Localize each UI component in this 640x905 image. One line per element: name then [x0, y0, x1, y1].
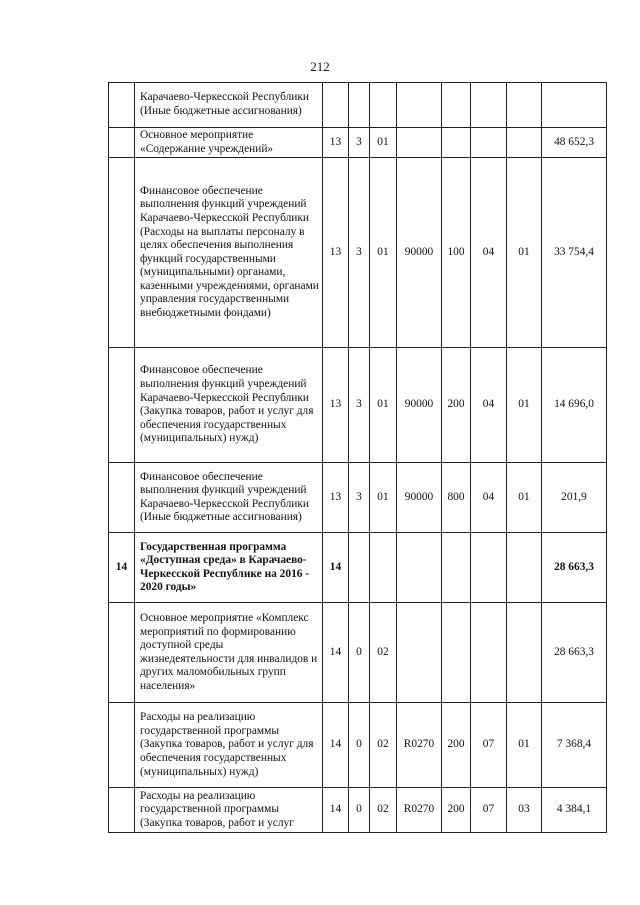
section-cell: 04 — [471, 463, 507, 533]
expense-type-cell — [442, 83, 471, 128]
code-2-cell: 3 — [349, 158, 370, 348]
subsection-cell — [507, 603, 542, 703]
expense-type-cell — [442, 128, 471, 158]
row-number-cell — [109, 603, 135, 703]
section-cell — [471, 533, 507, 603]
code-3-cell — [370, 533, 397, 603]
subsection-cell: 01 — [507, 463, 542, 533]
section-cell — [471, 128, 507, 158]
item-name-cell: Карачаево-Черкесской Республики (Иные бюджетные ассигнования) — [135, 83, 323, 128]
subsection-cell: 01 — [507, 158, 542, 348]
amount-cell: 4 384,1 — [542, 788, 607, 833]
section-cell — [471, 83, 507, 128]
item-name-cell: Расходы на реализацию государственной программы (Закупка товаров, работ и услуг для обеспечения государственных (муниципальных) нужд) — [135, 703, 323, 788]
amount-cell: 201,9 — [542, 463, 607, 533]
target-code-cell — [397, 603, 442, 703]
code-1-cell: 13 — [323, 348, 349, 463]
code-1-cell: 14 — [323, 533, 349, 603]
code-3-cell: 02 — [370, 788, 397, 833]
code-3-cell: 01 — [370, 128, 397, 158]
code-2-cell — [349, 83, 370, 128]
item-name-cell: Государственная программа «Доступная среда» в Карачаево-Черкесской Республике на 2016 - 2020 годы» — [135, 533, 323, 603]
code-3-cell — [370, 83, 397, 128]
row-number-cell — [109, 83, 135, 128]
code-1-cell: 13 — [323, 128, 349, 158]
code-2-cell: 3 — [349, 128, 370, 158]
code-1-cell: 13 — [323, 158, 349, 348]
table-row — [109, 463, 607, 533]
code-3-cell: 02 — [370, 703, 397, 788]
code-1-cell: 13 — [323, 463, 349, 533]
code-2-cell: 3 — [349, 463, 370, 533]
target-code-cell: R0270 — [397, 788, 442, 833]
amount-cell: 14 696,0 — [542, 348, 607, 463]
expense-type-cell — [442, 603, 471, 703]
amount-cell: 7 368,4 — [542, 703, 607, 788]
amount-cell — [542, 83, 607, 128]
code-2-cell: 0 — [349, 788, 370, 833]
row-number-cell — [109, 703, 135, 788]
row-number-cell — [109, 348, 135, 463]
code-3-cell: 01 — [370, 348, 397, 463]
item-name-cell: Финансовое обеспечение выполнения функций учреждений Карачаево-Черкесской Республики (Закупка товаров, работ и услуг для обеспечения государственных (муниципальных) нужд) — [135, 348, 323, 463]
table-row — [109, 788, 607, 833]
code-2-cell — [349, 533, 370, 603]
item-name-cell: Расходы на реализацию государственной программы (Закупка товаров, работ и услуг — [135, 788, 323, 833]
amount-cell: 28 663,3 — [542, 533, 607, 603]
table-row — [109, 83, 607, 128]
row-number-cell: 14 — [109, 533, 135, 603]
section-cell: 07 — [471, 788, 507, 833]
subsection-cell: 01 — [507, 703, 542, 788]
row-number-cell — [109, 788, 135, 833]
code-2-cell: 3 — [349, 348, 370, 463]
section-cell: 04 — [471, 158, 507, 348]
target-code-cell — [397, 533, 442, 603]
table-row — [109, 603, 607, 703]
expense-type-cell: 200 — [442, 703, 471, 788]
code-1-cell: 14 — [323, 603, 349, 703]
target-code-cell: R0270 — [397, 703, 442, 788]
code-2-cell: 0 — [349, 603, 370, 703]
amount-cell: 48 652,3 — [542, 128, 607, 158]
section-cell — [471, 603, 507, 703]
subsection-cell — [507, 533, 542, 603]
item-name-cell: Основное мероприятие «Комплекс мероприятий по формированию доступной среды жизнедеятельности для инвалидов и других маломобильных групп населения» — [135, 603, 323, 703]
table-row — [109, 348, 607, 463]
table-row — [109, 533, 607, 603]
expense-type-cell: 200 — [442, 348, 471, 463]
expense-type-cell: 100 — [442, 158, 471, 348]
subsection-cell: 03 — [507, 788, 542, 833]
expense-type-cell — [442, 533, 471, 603]
table-row — [109, 703, 607, 788]
target-code-cell — [397, 83, 442, 128]
budget-table — [108, 82, 607, 833]
expense-type-cell: 200 — [442, 788, 471, 833]
item-name-cell: Основное мероприятие «Содержание учреждений» — [135, 128, 323, 158]
code-3-cell: 01 — [370, 463, 397, 533]
code-1-cell — [323, 83, 349, 128]
code-1-cell: 14 — [323, 703, 349, 788]
amount-cell: 33 754,4 — [542, 158, 607, 348]
code-3-cell: 02 — [370, 603, 397, 703]
section-cell: 07 — [471, 703, 507, 788]
target-code-cell: 90000 — [397, 158, 442, 348]
subsection-cell — [507, 128, 542, 158]
expense-type-cell: 800 — [442, 463, 471, 533]
row-number-cell — [109, 158, 135, 348]
row-number-cell — [109, 463, 135, 533]
target-code-cell: 90000 — [397, 348, 442, 463]
table-body — [109, 83, 607, 833]
table-row — [109, 158, 607, 348]
amount-cell: 28 663,3 — [542, 603, 607, 703]
row-number-cell — [109, 128, 135, 158]
code-2-cell: 0 — [349, 703, 370, 788]
section-cell: 04 — [471, 348, 507, 463]
target-code-cell: 90000 — [397, 463, 442, 533]
item-name-cell: Финансовое обеспечение выполнения функций учреждений Карачаево-Черкесской Республики (Иные бюджетные ассигнования) — [135, 463, 323, 533]
page-number: 212 — [310, 59, 330, 74]
item-name-cell: Финансовое обеспечение выполнения функций учреждений Карачаево-Черкесской Республики (Расходы на выплаты персоналу в целях обеспечения выполнения функций государственными (муниципальными) органами, казенными учреждениями, органами управления государственными внебюджетными фондами) — [135, 158, 323, 348]
target-code-cell — [397, 128, 442, 158]
code-1-cell: 14 — [323, 788, 349, 833]
subsection-cell: 01 — [507, 348, 542, 463]
table-row — [109, 128, 607, 158]
code-3-cell: 01 — [370, 158, 397, 348]
subsection-cell — [507, 83, 542, 128]
